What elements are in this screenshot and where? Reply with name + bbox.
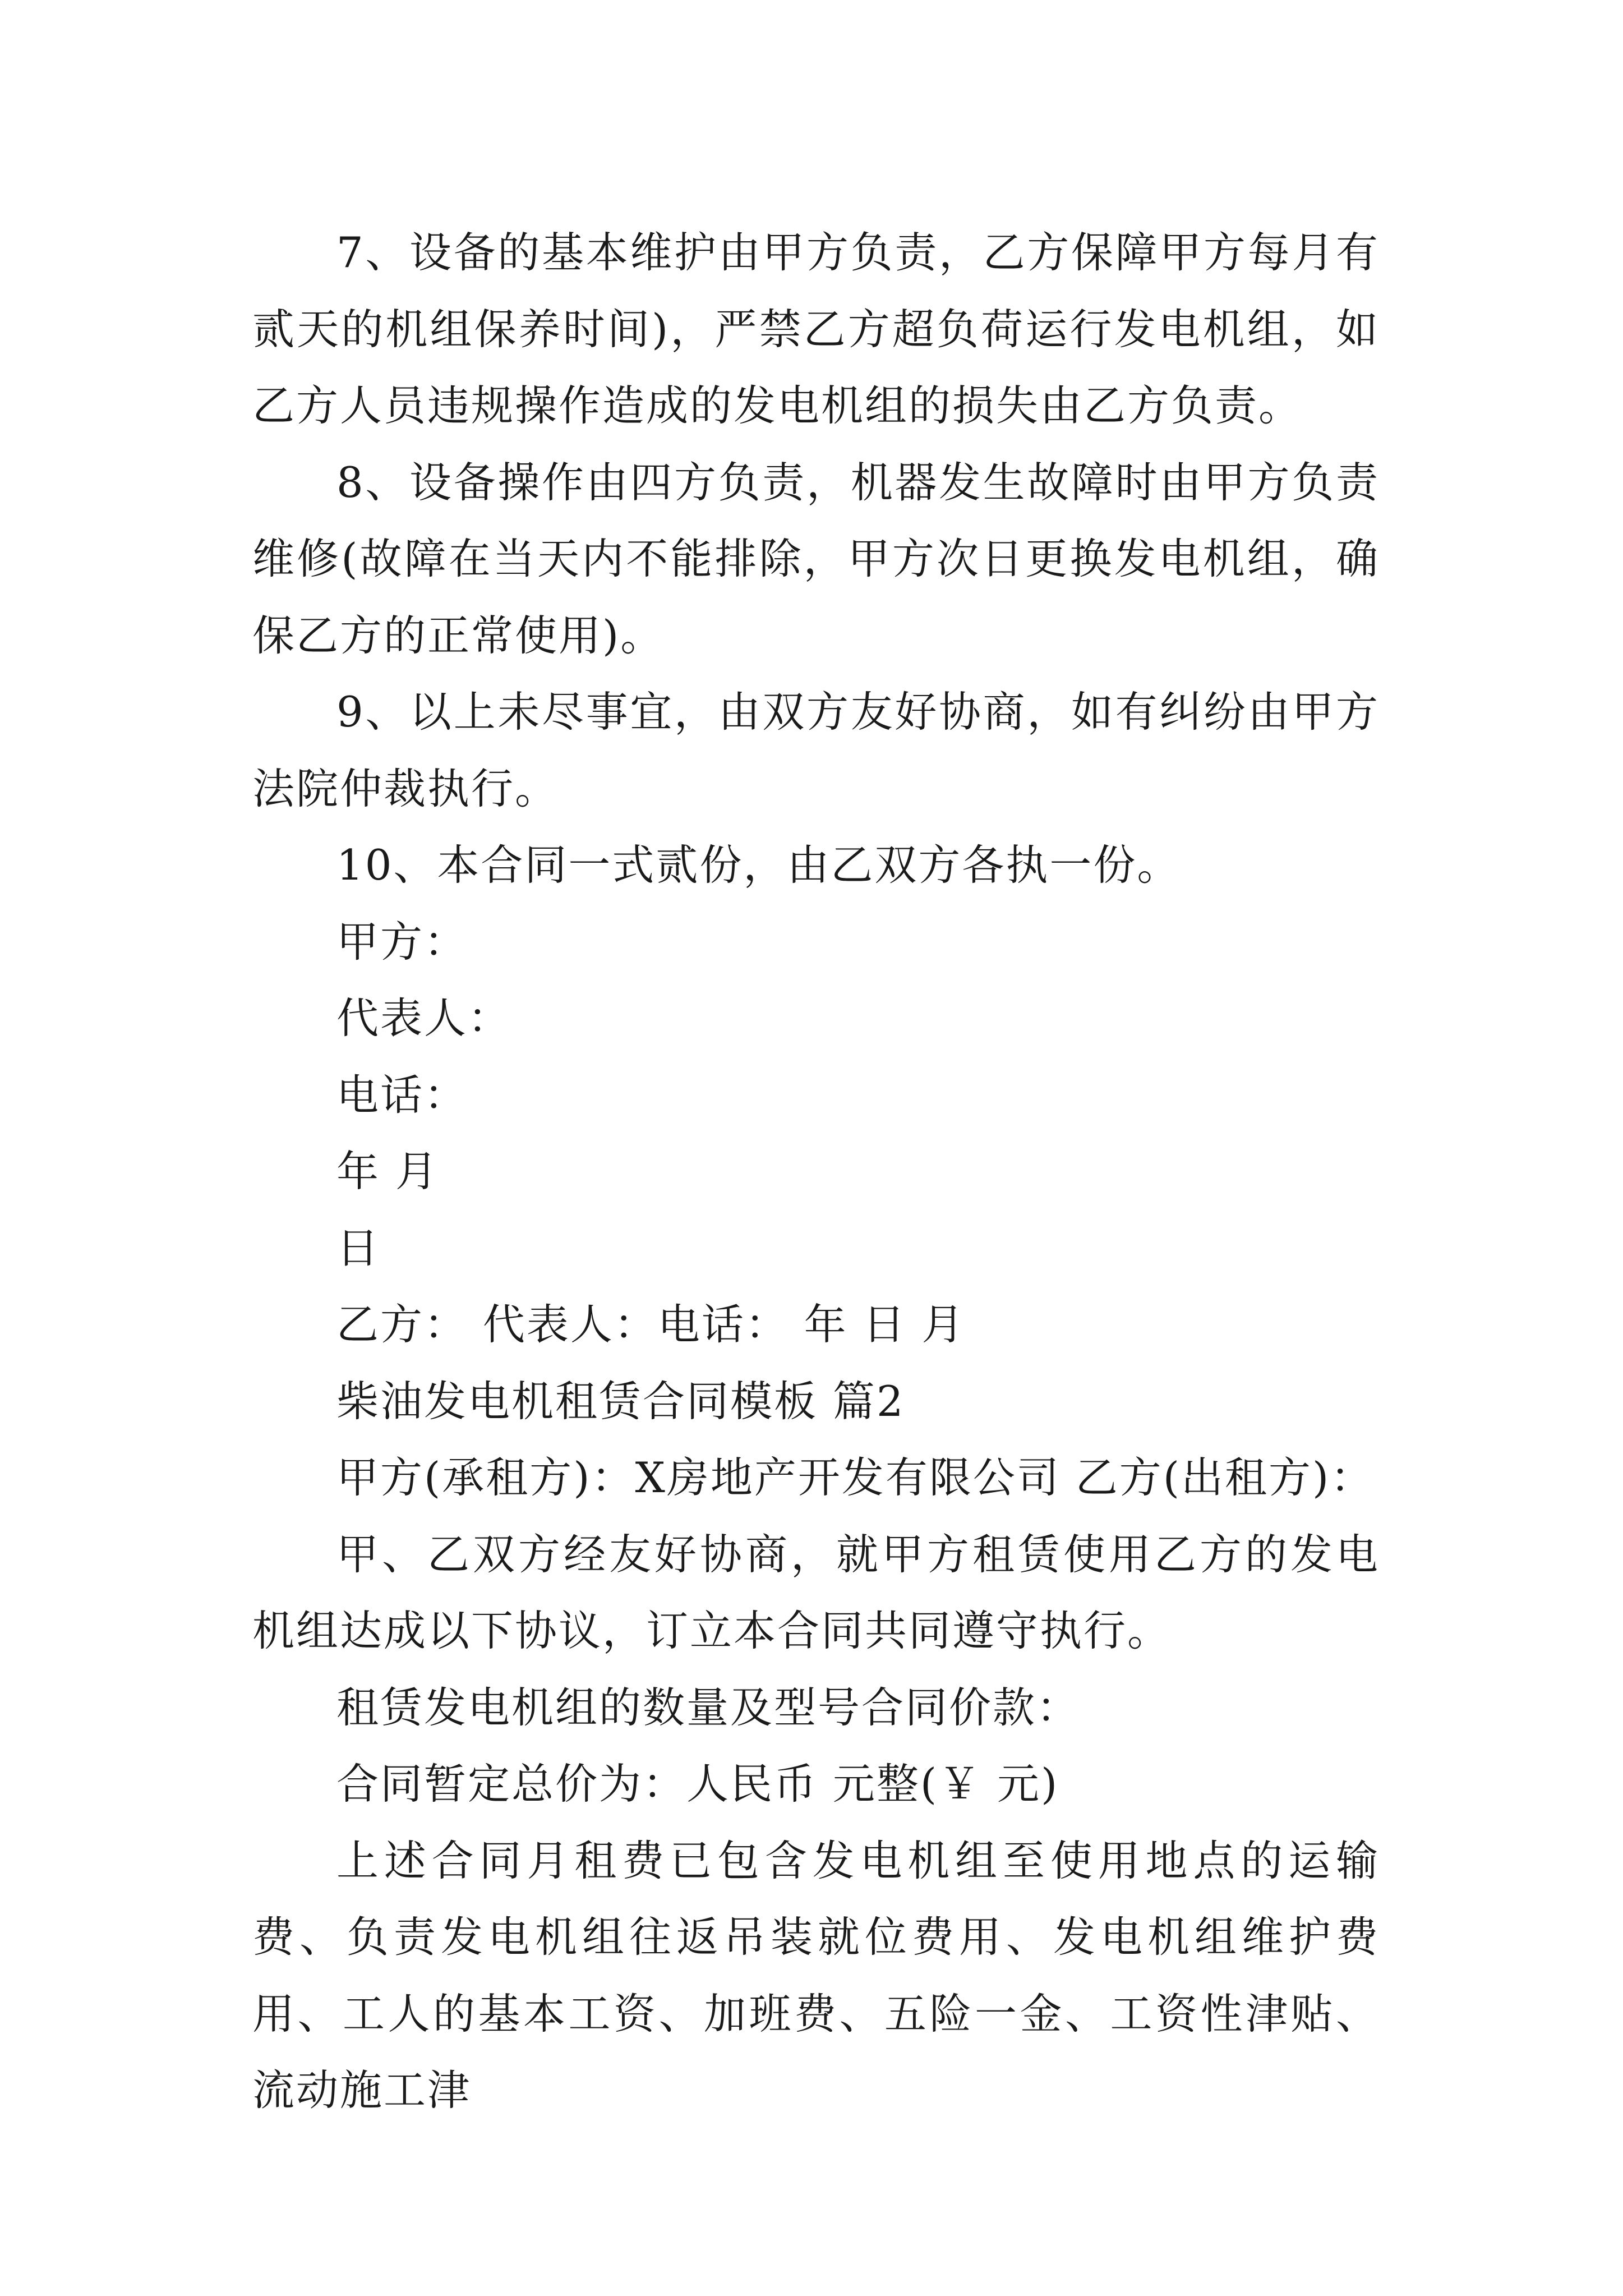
agreement-intro: 甲、乙双方经友好协商，就甲方租赁使用乙方的发电机组达成以下协议，订立本合同共同遵守执行。 xyxy=(252,1529,1380,1655)
total-price-line: 合同暂定总价为：人民币 元整(￥ 元) xyxy=(336,1759,1059,1809)
representative-label: 代表人： xyxy=(336,993,512,1043)
section-title: 柴油发电机租赁合同模板 篇2 xyxy=(336,1376,905,1426)
parties-line: 甲方(承租方)：X房地产开发有限公司 乙方(出租方)： xyxy=(336,1453,1375,1502)
fee-inclusion-paragraph: 上述合同月租费已包含发电机组至使用地点的运输费、负责发电机组往返吊装就位费用、发电机组维护费用、工人的基本工资、加班费、五险一金、工资性津贴、流动施工津 xyxy=(252,1835,1380,2115)
date-year-month: 年 月 xyxy=(336,1147,439,1196)
clause-10: 10、本合同一式贰份，由乙双方各执一份。 xyxy=(336,840,1181,890)
date-day: 日 xyxy=(336,1223,381,1273)
quantity-model-heading: 租赁发电机组的数量及型号合同价款： xyxy=(336,1682,1081,1732)
clause-8: 8、设备操作由四方负责，机器发生故障时由甲方负责维修(故障在当天内不能排除，甲方次日更换发电机组，确保乙方的正常使用)。 xyxy=(252,457,1380,660)
document-body xyxy=(252,214,1380,2129)
clause-7: 7、设备的基本维护由甲方负责，乙方保障甲方每月有贰天的机组保养时间)，严禁乙方超负荷运行发电机组，如乙方人员违规操作造成的发电机组的损失由乙方负责。 xyxy=(252,228,1380,430)
party-a-label: 甲方： xyxy=(336,917,468,967)
phone-label: 电话： xyxy=(336,1070,468,1120)
clause-9: 9、以上未尽事宜，由双方友好协商，如有纠纷由甲方法院仲裁执行。 xyxy=(252,687,1380,813)
party-b-signature-line: 乙方： 代表人：电话： 年 日 月 xyxy=(336,1300,966,1349)
